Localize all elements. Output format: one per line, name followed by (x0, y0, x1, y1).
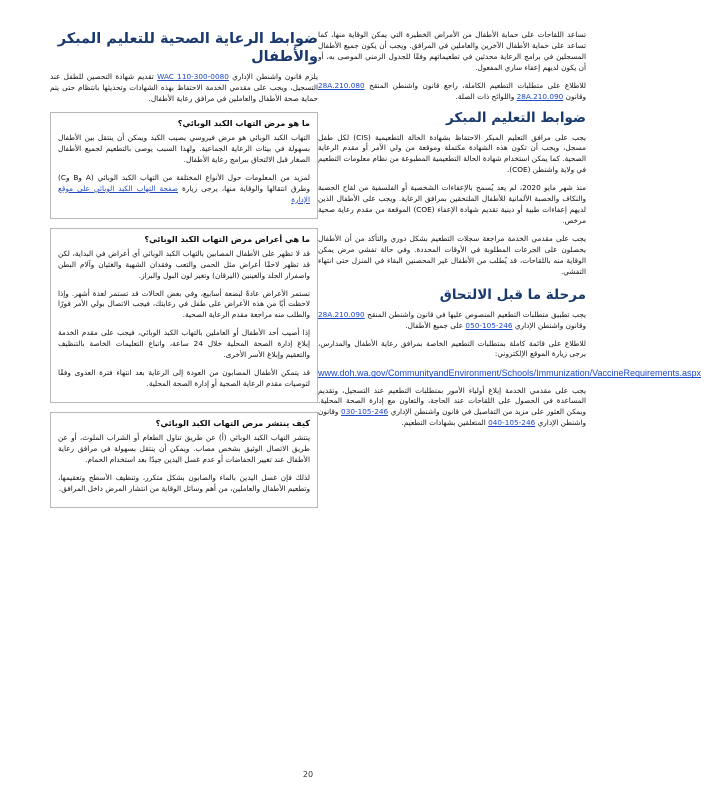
box2-paragraph-3: إذا أصيب أحد الأطفال أو العاملين بالتهاب الكبد الوبائي، فيجب على مقدم الخدمة إبلاغ إدارة الصحة المحلية خلال 24 ساعة، واتباع التعليمات الخاصة بالتنظيف والتعقيم وإبلاغ الأسر الأخرى. (58, 328, 310, 360)
right-column (318, 30, 701, 436)
box2-paragraph-4: قد يتمكن الأطفال المصابون من العودة إلى الرعاية بعد انتهاء فترة العدوى وفقًا لتوصيات مقدم الرعاية الصحية أو إدارة الصحة المحلية. (58, 368, 310, 389)
right-paragraph-8 (318, 386, 586, 430)
right-paragraph-2-pre: للاطلاع على متطلبات التطعيم الكاملة، راجع قانون واشنطن المنقح (369, 80, 586, 90)
pre-enrollment-title: مرحلة ما قبل الالتحاق (439, 286, 586, 303)
right-paragraph-8-post: المتعلقين بشهادات التطعيم. (401, 418, 486, 428)
right-paragraph-8-mid: وقانون واشنطن الإداري (318, 407, 586, 428)
hepatitis-info-box (50, 112, 318, 219)
early-learning-title: ضوابط التعليم المبكر (445, 109, 586, 126)
rcw-link-1[interactable]: 28A.210.080 (318, 80, 365, 90)
box1-link[interactable]: صفحة التهاب الكبد الوبائي على موقع الإدارة (58, 183, 310, 204)
box1-paragraph-2-text: لمزيد من المعلومات حول الأنواع المختلفة من التهاب الكبد الوبائي (A وB وC) وطرق انتقالها والوقاية منها، يرجى زيارة (58, 172, 311, 193)
right-paragraph-2-post: واللوائح ذات الصلة. (455, 91, 515, 101)
wac-link-2[interactable]: 246-105-050 (465, 320, 513, 330)
box2-heading: ما هي أعراض مرض التهاب الكبد الوبائي؟ (144, 233, 310, 244)
wac-link[interactable]: WAC 110-300-0080 (157, 72, 229, 82)
box3-paragraph-2: لذلك فإن غسل اليدين بالماء والصابون بشكل متكرر، وتنظيف الأسطح وتعقيمها، وتطعيم الأطفال والعاملين، من أهم وسائل الوقاية من انتشار المرض داخل المرافق. (58, 472, 310, 493)
right-paragraph-4: منذ شهر مايو 2020، لم يعد يُسمح بالإعفاءات الشخصية أو الفلسفية من لقاح الحصبة والنكاف والحصبة الألمانية للأطفال الملتحقين بمرافق الرعاية. ويجب على الأطفال الذين لديهم إعفاءات طبية أو دينية تقديم شهادة الإعفاء (COE) الموقعة من مقدم رعاية صحية مرخص. (318, 183, 586, 226)
rcw-link-3[interactable]: 28A.210.090 (318, 309, 365, 319)
intro-rest: تقديم شهادة التحصين للطفل عند التسجيل، ويجب على مقدمي الخدمة الاحتفاظ بهذه الشهادات وتحديثها بانتظام حتى يتم حماية صحة الأطفال والعاملين في مرافق رعاية الأطفال. (50, 72, 318, 104)
right-paragraph-7: للاطلاع على قائمة كاملة بمتطلبات التطعيم الخاصة بمرافق رعاية الأطفال والمدارس، يرجى زيارة الموقع الإلكتروني: (318, 338, 586, 359)
intro-text: يلزم قانون واشنطن الإداري (232, 72, 318, 82)
right-paragraph-5: يجب على مقدمي الخدمة مراجعة سجلات التطعيم بشكل دوري والتأكد من أن الأطفال يحصلون على الجرعات المطلوبة في الأوقات المحددة. وفي حالة تفشي مرض يمكن الوقاية منه باللقاحات، قد يُطلب من الأطفال غير المحصنين البقاء في المنزل حتى انتهاء التفشي. (318, 234, 586, 276)
box3-heading: كيف ينتشر مرض التهاب الكبد الوبائي؟ (155, 418, 310, 428)
intro-paragraph (50, 72, 318, 105)
right-paragraph-6-pre: يجب تطبيق متطلبات التطعيم المنصوص عليها في قانون واشنطن المنقح (367, 309, 586, 319)
box1-heading: ما هو مرض التهاب الكبد الوبائي؟ (177, 118, 310, 129)
right-paragraph-6-mid: وقانون واشنطن الإداري (514, 320, 586, 330)
right-paragraph-2-mid: وقانون (565, 91, 586, 101)
vaccine-requirements-url[interactable]: www.doh.wa.gov/CommunityandEnvironment/Schools/Immunization/VaccineRequirements.aspx (318, 368, 701, 379)
rcw-link-2[interactable]: 28A.210.090 (516, 91, 564, 101)
box2-paragraph-2: تستمر الأعراض عادةً لبضعة أسابيع، وفي بعض الحالات قد تستمر لعدة أشهر. وإذا لاحظت أيًا من هذه الأعراض على طفل في رعايتك، فيجب الاتصال بولي الأمر فورًا والطلب منه مراجعة مقدم الرعاية الصحية. (58, 288, 310, 320)
right-paragraph-6-post: على جميع الأطفال. (405, 320, 464, 330)
right-paragraph-3: يجب على مرافق التعليم المبكر الاحتفاظ بشهادة الحالة التطعيمية (CIS) لكل طفل مسجل، ويجب أن تكون هذه الشهادة مكتملة وموقعة من ولي الأمر أو مقدم الرعاية الصحية. كما يمكن استخدام شهادة الحالة التطعيمية المطبوعة من نظام معلومات التطعيم في ولاية واشنطن (COE). (318, 132, 586, 175)
spread-box (50, 412, 318, 508)
wac-link-4[interactable]: 246-105-040 (488, 418, 536, 428)
box2-paragraph-1: قد لا تظهر على الأطفال المصابين بالتهاب الكبد الوبائي أي أعراض في البداية، لكن قد تظهر لاحقًا أعراض مثل الحمى والتعب وفقدان الشهية والغثيان وآلام البطن واصفرار الجلد والعينين (اليرقان) وتغير لون البول والبراز. (58, 248, 310, 280)
wac-link-3[interactable]: 246-105-030 (341, 407, 389, 417)
right-paragraph-1: تساعد اللقاحات على حماية الأطفال من الأمراض الخطيرة التي يمكن الوقاية منها، كما تساعد على حماية الأطفال الآخرين والعاملين في المرافق. ويجب أن يكون جميع الأطفال المسجلين في برامج الرعاية محدثين في تطعيماتهم وفقًا للجدول الزمني الموصى به، أو أن يكون لديهم إعفاء ساري المفعول. (318, 30, 586, 72)
box1-paragraph-1: التهاب الكبد الوبائي هو مرض فيروسي يصيب الكبد ويمكن أن ينتقل بين الأطفال بسهولة في بيئات الرعاية الجماعية. ولهذا السبب يوصى بالتطعيم لجميع الأطفال الصغار قبل الالتحاق ببرامج رعاية الأطفال. (58, 133, 310, 164)
left-section-title: ضوابط الرعاية الصحية للتعليم المبكر والأطفال (57, 31, 318, 66)
symptoms-box (50, 228, 318, 403)
box3-paragraph-1: ينتشر التهاب الكبد الوبائي (أ) عن طريق تناول الطعام أو الشراب الملوث، أو عن طريق الاتصال الوثيق بشخص مصاب. ويمكن أن ينتقل بسهولة في مرافق رعاية الأطفال عند تغيير الحفاضات أو عدم غسل اليدين جيدًا بعد استخدام الحمام. (58, 433, 310, 464)
left-column (50, 30, 318, 517)
right-paragraph-8-pre: يجب على مقدمي الخدمة إبلاغ أولياء الأمور بمتطلبات التطعيم عند التسجيل، وتقديم المساعدة في الحصول على اللقاحات عند الحاجة، والتعاون مع إدارة الصحة المحلية. ويمكن العثور على مزيد من التفاصيل في قانون واشنطن الإداري (318, 385, 587, 417)
right-paragraph-2 (318, 81, 586, 103)
right-paragraph-6 (318, 310, 586, 332)
page-number: 20 (302, 770, 314, 779)
box1-paragraph-2 (58, 173, 310, 206)
